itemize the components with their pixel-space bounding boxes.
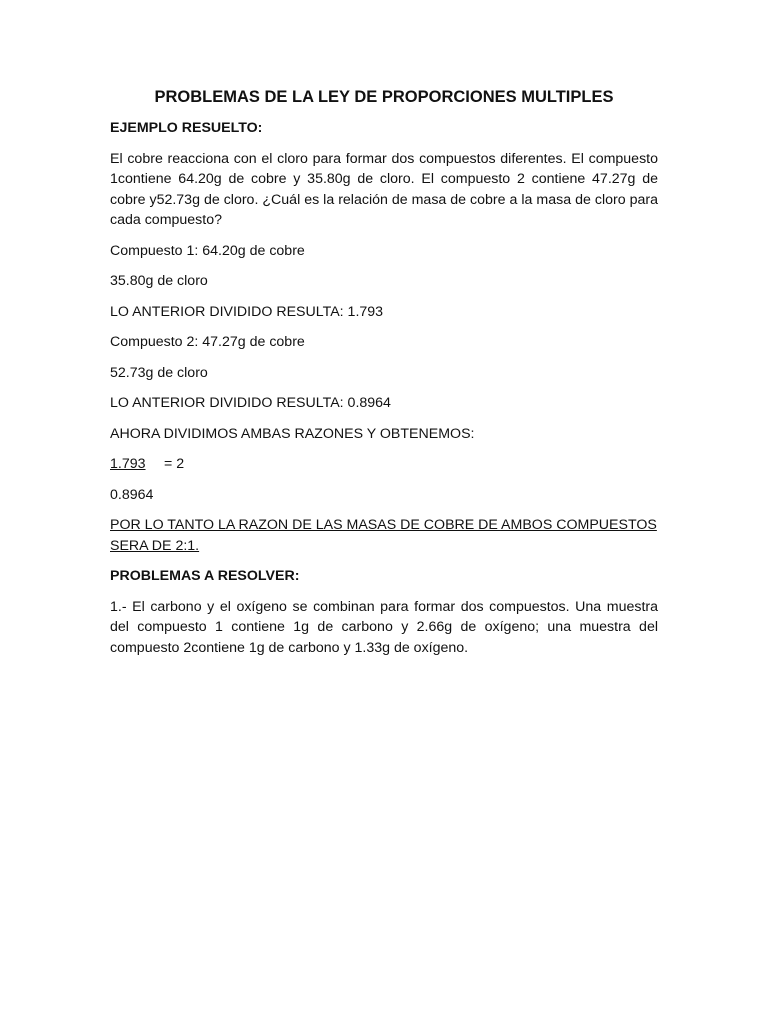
divide-both-line: AHORA DIVIDIMOS AMBAS RAZONES Y OBTENEMOS: bbox=[110, 425, 475, 442]
compound1-result-line: LO ANTERIOR DIVIDIDO RESULTA: 1.793 bbox=[110, 303, 384, 320]
document-body bbox=[110, 86, 658, 668]
compound2-chlorine-line: 52.73g de cloro bbox=[110, 364, 208, 381]
problem-1: 1.- El carbono y el oxígeno se combinan para formar dos compuestos. Una muestra del compuesto 1 contiene 1g de carbono y 2.66g de oxígeno; una muestra del compuesto 2contiene 1g de carbono y 1.33g de oxígeno. bbox=[110, 598, 658, 656]
ratio-line bbox=[110, 454, 658, 475]
example-statement: El cobre reacciona con el cloro para formar dos compuestos diferentes. El compuesto 1contiene 64.20g de cobre y 35.80g de cloro. El compuesto 2 contiene 47.27g de cobre y52.73g de cloro. ¿Cuál es la relación de masa de cobre a la masa de cloro para cada compuesto? bbox=[110, 150, 658, 228]
example-heading: EJEMPLO RESUELTO: bbox=[110, 120, 263, 136]
compound1-chlorine-line: 35.80g de cloro bbox=[110, 273, 208, 289]
compound1-copper-line: Compuesto 1: 64.20g de cobre bbox=[110, 242, 305, 259]
ratio-denominator: 0.8964 bbox=[110, 486, 154, 503]
compound2-copper-line: Compuesto 2: 47.27g de cobre bbox=[110, 334, 305, 350]
ratio-numerator: 1.793 bbox=[110, 456, 146, 472]
document-title: PROBLEMAS DE LA LEY DE PROPORCIONES MULTIPLES bbox=[154, 88, 614, 106]
problems-heading: PROBLEMAS A RESOLVER: bbox=[110, 568, 300, 584]
ratio-equals: = 2 bbox=[164, 456, 185, 472]
compound2-result-line: LO ANTERIOR DIVIDIDO RESULTA: 0.8964 bbox=[110, 395, 391, 411]
conclusion-line: POR LO TANTO LA RAZON DE LAS MASAS DE COBRE DE AMBOS COMPUESTOS SERA DE 2:1. bbox=[110, 517, 657, 554]
